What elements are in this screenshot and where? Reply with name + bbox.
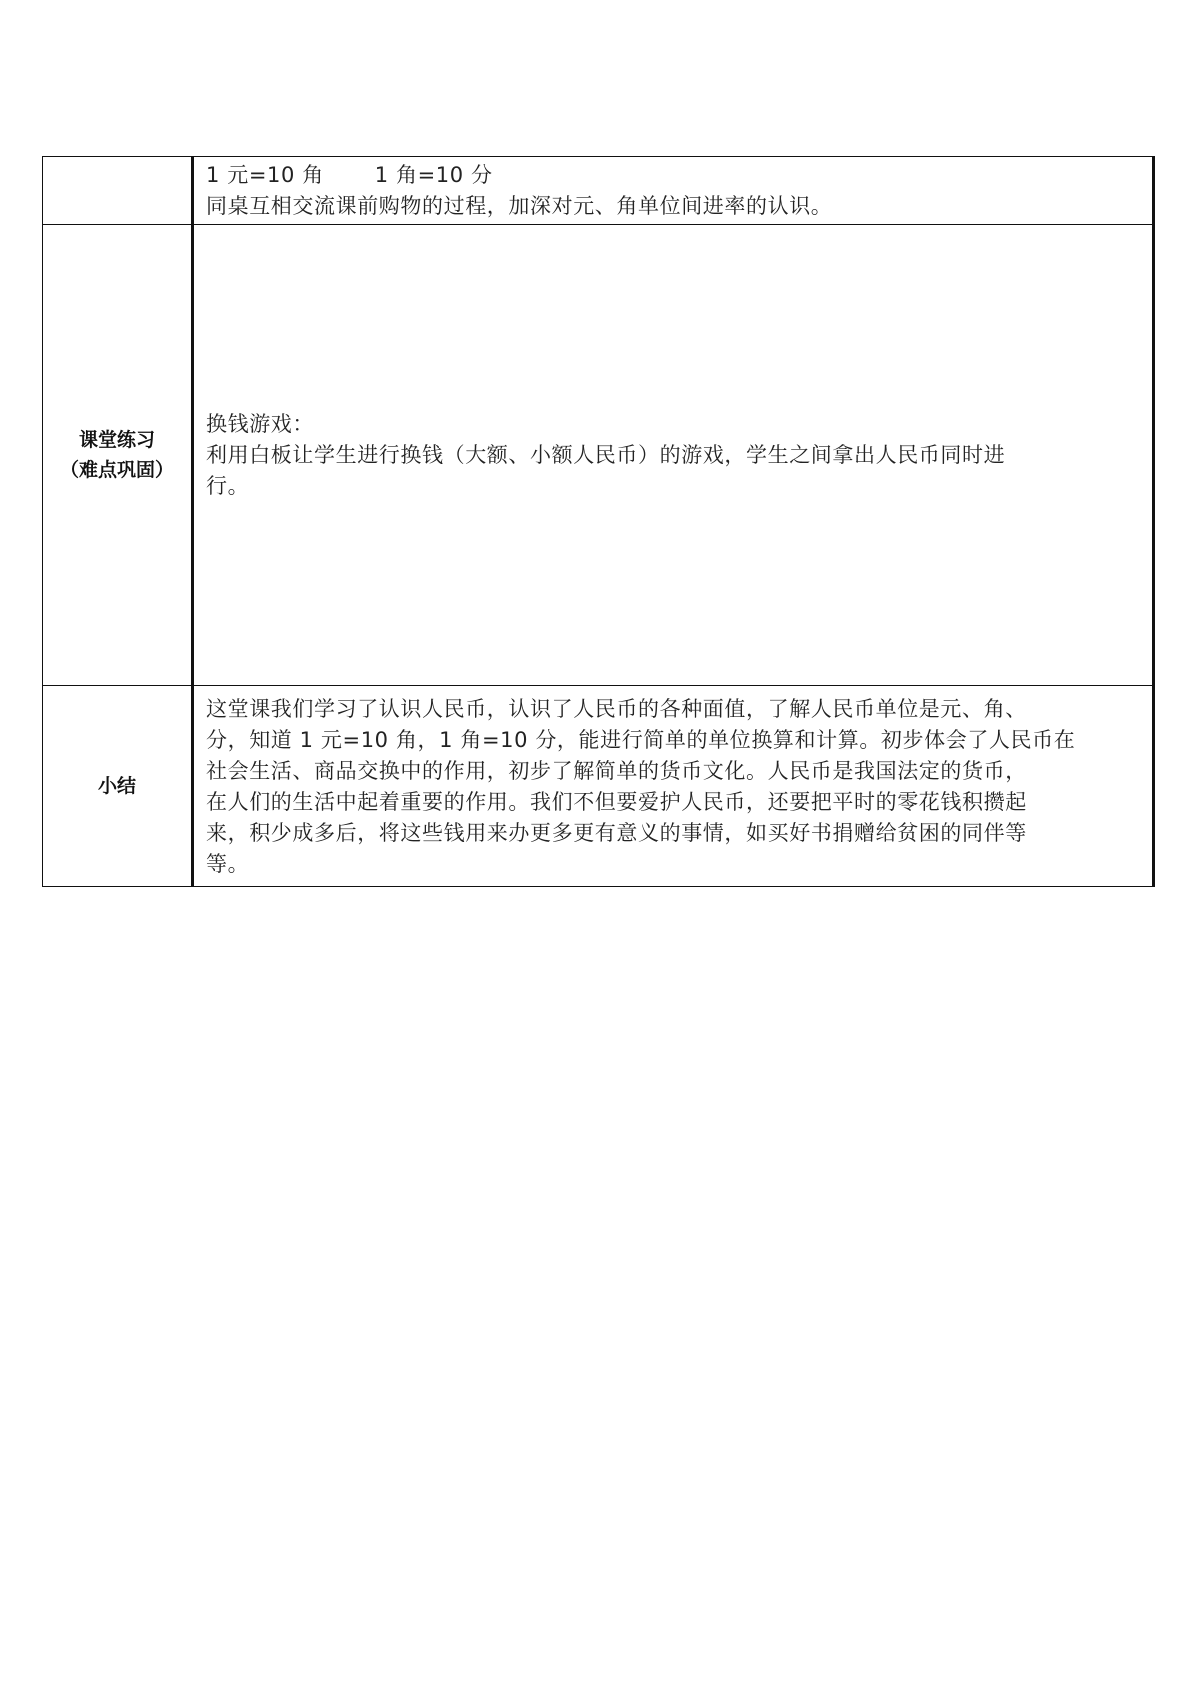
text-line: 社会生活、商品交换中的作用，初步了解简单的货币文化。人民币是我国法定的货币，	[206, 758, 1027, 783]
row-label-summary	[43, 686, 193, 887]
row-label-practice	[43, 225, 193, 686]
text-line: 换钱游戏：	[206, 412, 314, 436]
row-content-summary	[193, 686, 1154, 887]
table-row-units	[43, 157, 1154, 225]
row-content-units	[193, 157, 1154, 225]
label-line: 课堂练习	[78, 429, 155, 451]
text-line: 行。	[206, 474, 250, 498]
text-line: 同桌互相交流课前购物的过程，加深对元、角单位间进率的认识。	[206, 194, 833, 218]
row-label-empty	[43, 157, 193, 225]
table-row-practice	[43, 225, 1154, 686]
text-line: 在人们的生活中起着重要的作用。我们不但要爱护人民币，还要把平时的零花钱积攒起	[206, 789, 1027, 814]
text-line: 来，积少成多后，将这些钱用来办更多更有意义的事情，如买好书捐赠给贫困的同伴等	[206, 820, 1027, 845]
text-line: 1 元=10 角 1 角=10 分	[206, 163, 493, 187]
text-line: 这堂课我们学习了认识人民币，认识了人民币的各种面值，了解人民币单位是元、角、	[206, 696, 1027, 721]
table-row-summary	[43, 686, 1154, 887]
label-line: （难点巩固）	[59, 459, 174, 481]
lesson-plan-table	[42, 156, 1155, 887]
text-line: 分，知道 1 元=10 角，1 角=10 分，能进行简单的单位换算和计算。初步体会了人民币在	[206, 727, 1076, 752]
text-line: 等。	[206, 851, 250, 876]
text-line: 利用白板让学生进行换钱（大额、小额人民币）的游戏，学生之间拿出人民币同时进	[206, 443, 1006, 467]
label-line: 小结	[97, 775, 136, 797]
row-content-practice	[193, 225, 1154, 686]
